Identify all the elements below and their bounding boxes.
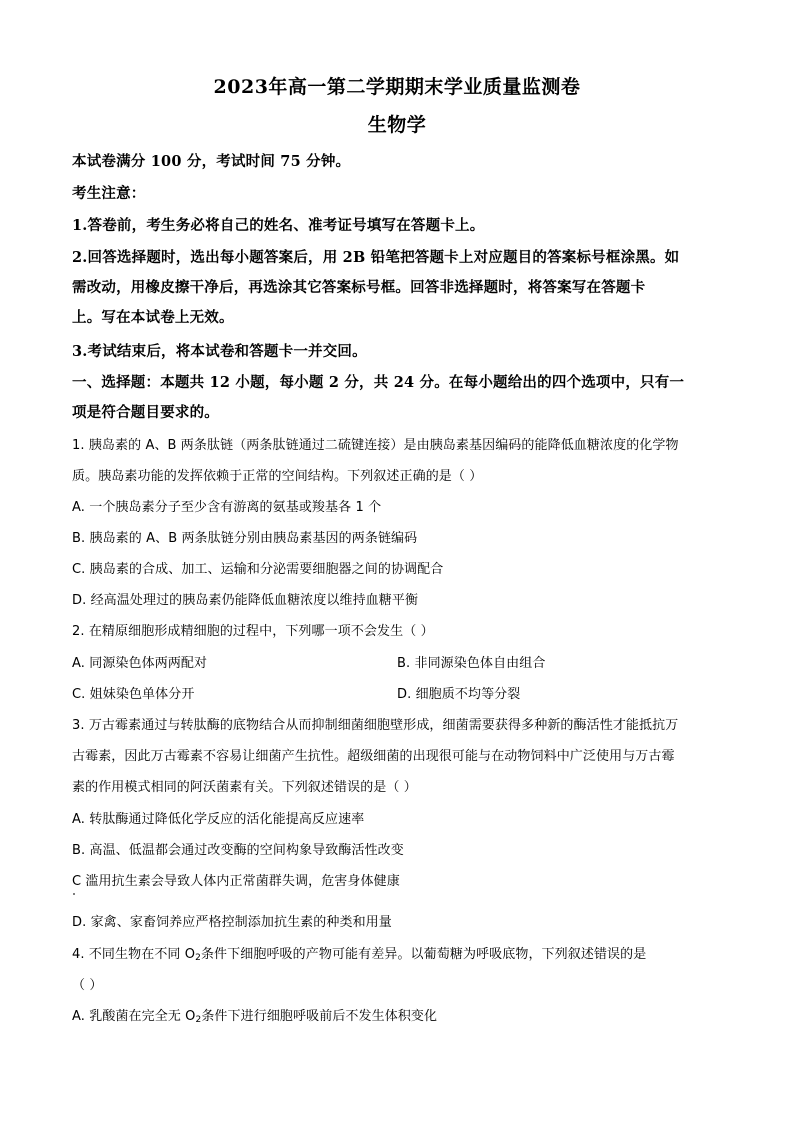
section-heading-line-1: 一、选择题：本题共 12 小题，每小题 2 分，共 24 分。在每小题给出的四个选项中，只有一 [72, 374, 685, 391]
notice-item-2-line-2: 需改动，用橡皮擦干净后，再选涂其它答案标号框。回答非选择题时，将答案写在答题卡 [72, 279, 646, 296]
q2-option-a: A. 同源染色体两两配对 [72, 656, 208, 671]
notice-item-2-line-1: 2.回答选择题时，选出每小题答案后，用 2B 铅笔把答题卡上对应题目的答案标号框涂黑。如 [72, 249, 680, 266]
q4-stem-line-2: （ ） [72, 978, 103, 993]
q1-stem-line-2: 质。胰岛素功能的发挥依赖于正常的空间结构。下列叙述正确的是（ ） [72, 469, 483, 484]
q2-option-c: C. 姐妹染色单体分开 [72, 687, 195, 702]
section-heading-line-2: 项是符合题目要求的。 [72, 404, 219, 421]
notice-item-3: 3.考试结束后，将本试卷和答题卡一并交回。 [72, 343, 367, 360]
subject-title: 生物学 [367, 114, 427, 136]
q3-stem-line-1: 3. 万古霉素通过与转肽酶的底物结合从而抑制细菌细胞壁形成，细菌需要获得多种新的酶活性才能抵抗万 [72, 718, 679, 733]
notice-heading: 考生注意： [72, 185, 146, 202]
q4-option-a-subscript: 2 [195, 1015, 202, 1025]
q4-option-a-post: 条件下进行细胞呼吸前后不发生体积变化 [201, 1009, 438, 1024]
q3-stem-line-2: 古霉素，因此万古霉素不容易让细菌产生抗性。超级细菌的出现很可能与在动物饲料中广泛使用与万古霉 [72, 749, 675, 764]
q1-stem-line-1: 1. 胰岛素的 A、B 两条肽链（两条肽链通过二硫键连接）是由胰岛素基因编码的能降低血糖浓度的化学物 [72, 438, 679, 453]
intro-line: 本试卷满分 100 分，考试时间 75 分钟。 [72, 153, 351, 170]
q4-stem-post: 条件下细胞呼吸的产物可能有差异。以葡萄糖为呼吸底物，下列叙述错误的是 [200, 947, 647, 962]
q2-option-b: B. 非同源染色体自由组合 [397, 656, 546, 671]
q3-stem-line-3: 素的作用模式相同的阿沃菌素有关。下列叙述错误的是（ ） [72, 780, 417, 795]
q3-option-c: C 滥用抗生素会导致人体内正常菌群失调，危害身体健康 [72, 874, 400, 889]
q4-stem-subscript: 2 [195, 953, 201, 963]
q1-option-b: B. 胰岛素的 A、B 两条肽链分别由胰岛素基因的两条链编码 [72, 531, 418, 546]
exam-title: 2023年高一第二学期期末学业质量监测卷 [213, 76, 581, 98]
stray-dot-mark [73, 893, 75, 895]
notice-item-1: 1.答卷前，考生务必将自己的姓名、准考证号填写在答题卡上。 [72, 217, 485, 234]
notice-item-2-line-3: 上。写在本试卷上无效。 [72, 309, 234, 326]
q3-option-b: B. 高温、低温都会通过改变酶的空间构象导致酶活性改变 [72, 843, 404, 858]
q3-option-a: A. 转肽酶通过降低化学反应的活化能提高反应速率 [72, 812, 365, 827]
q1-option-a: A. 一个胰岛素分子至少含有游离的氨基或羧基各 1 个 [72, 500, 382, 515]
q2-option-d: D. 细胞质不均等分裂 [397, 687, 521, 702]
q4-option-a [72, 1005, 437, 1025]
q1-option-d: D. 经高温处理过的胰岛素仍能降低血糖浓度以维持血糖平衡 [72, 593, 419, 608]
q3-option-d: D. 家禽、家畜饲养应严格控制添加抗生素的种类和用量 [72, 915, 392, 930]
q1-option-c: C. 胰岛素的合成、加工、运输和分泌需要细胞器之间的协调配合 [72, 562, 444, 577]
q4-stem-line-1 [72, 943, 646, 963]
q4-stem-pre: 4. 不同生物在不同 O [72, 947, 196, 962]
q4-option-a-pre: A. 乳酸菌在完全无 O [72, 1009, 196, 1024]
q2-stem: 2. 在精原细胞形成精细胞的过程中，下列哪一项不会发生（ ） [72, 624, 434, 639]
